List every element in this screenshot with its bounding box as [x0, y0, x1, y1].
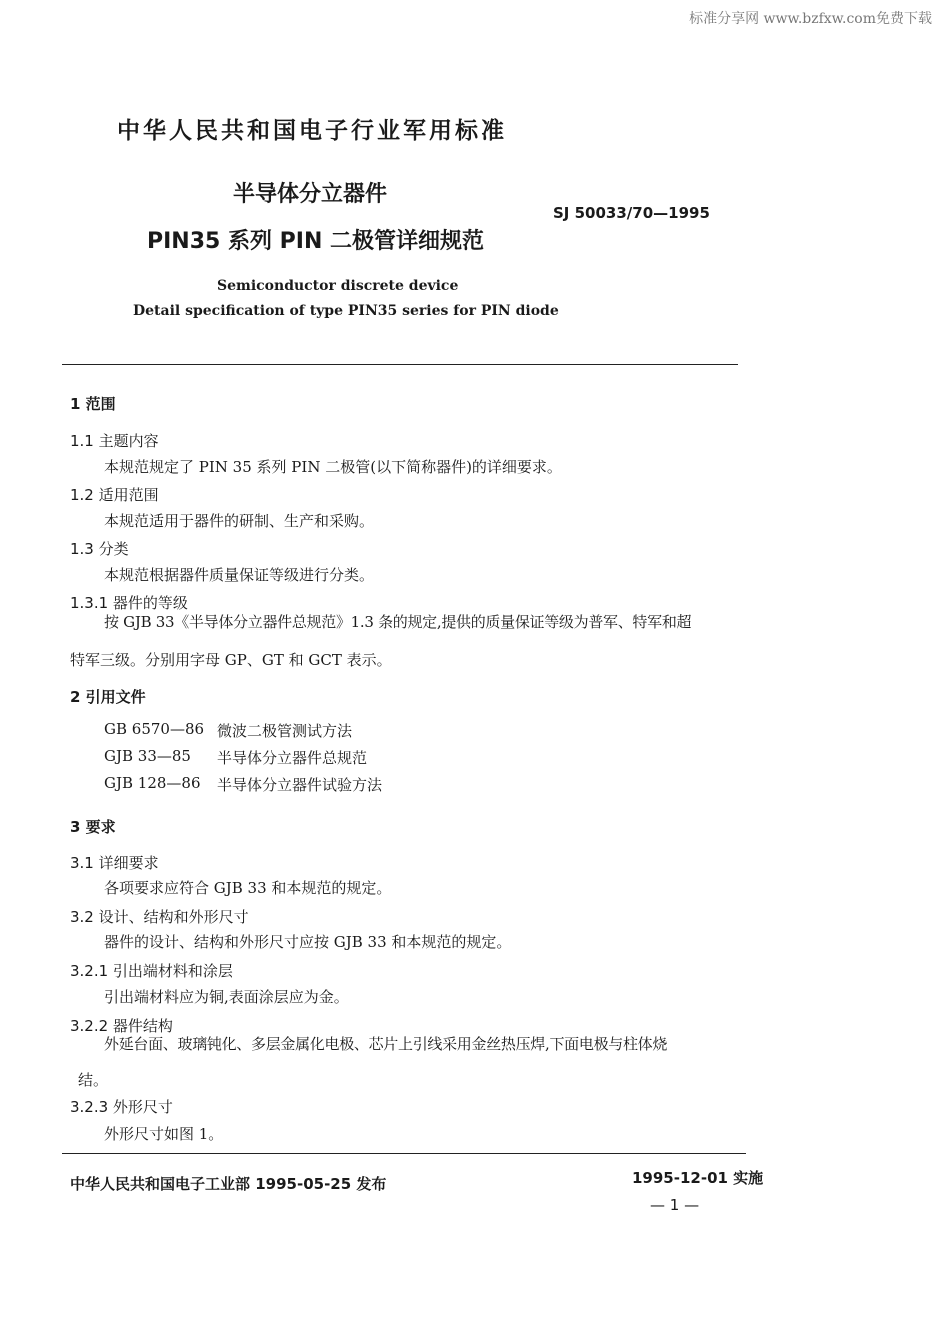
section-1-3-1-text-1: 按 GJB 33《半导体分立器件总规范》1.3 条的规定,提供的质量保证等级为普军、特军和超 [104, 613, 692, 631]
standard-body: 中华人民共和国电子行业军用标准 [117, 118, 507, 144]
divider-top [62, 364, 738, 365]
ref-code: GB 6570—86 [104, 720, 205, 738]
title-en-line1: Semiconductor discrete device [217, 278, 459, 294]
ref-title: 半导体分立器件试验方法 [217, 776, 383, 794]
ref-title: 微波二极管测试方法 [217, 722, 353, 740]
ref-code: GJB 128—86 [104, 774, 201, 792]
page-number: — 1 — [650, 1196, 700, 1214]
standard-code: SJ 50033/70—1995 [553, 204, 710, 222]
title-cn-line1: 半导体分立器件 [233, 182, 388, 207]
section-1-3-1-text-2: 特军三级。分别用字母 GP、GT 和 GCT 表示。 [70, 651, 392, 669]
section-1-2-text: 本规范适用于器件的研制、生产和采购。 [104, 512, 375, 530]
section-3-1-heading: 3.1 详细要求 [70, 854, 159, 872]
section-3-2-text: 器件的设计、结构和外形尺寸应按 GJB 33 和本规范的规定。 [104, 933, 512, 951]
section-1-3-1-heading: 1.3.1 器件的等级 [70, 594, 188, 612]
section-3-2-2-text-1: 外延台面、玻璃钝化、多层金属化电极、芯片上引线采用金丝热压焊,下面电极与柱体烧 [104, 1035, 668, 1053]
section-1-1-heading: 1.1 主题内容 [70, 432, 159, 450]
section-1-3-text: 本规范根据器件质量保证等级进行分类。 [104, 566, 375, 584]
section-3-2-2-heading: 3.2.2 器件结构 [70, 1017, 173, 1035]
title-en-line2: Detail specification of type PIN35 series for PIN diode [133, 303, 559, 319]
watermark: 标准分享网 www.bzfxw.com免费下载 [689, 11, 932, 27]
section-1-heading: 1 范围 [70, 395, 116, 413]
ref-code: GJB 33—85 [104, 747, 191, 765]
issue-date: 中华人民共和国电子工业部 1995-05-25 发布 [70, 1175, 387, 1193]
section-3-1-text: 各项要求应符合 GJB 33 和本规范的规定。 [104, 879, 392, 897]
section-3-heading: 3 要求 [70, 818, 116, 836]
section-3-2-3-heading: 3.2.3 外形尺寸 [70, 1098, 173, 1116]
section-3-2-heading: 3.2 设计、结构和外形尺寸 [70, 908, 249, 926]
divider-footer [62, 1153, 746, 1154]
section-2-heading: 2 引用文件 [70, 688, 146, 706]
section-1-2-heading: 1.2 适用范围 [70, 486, 159, 504]
section-1-1-text: 本规范规定了 PIN 35 系列 PIN 二极管(以下简称器件)的详细要求。 [104, 458, 562, 476]
section-1-3-heading: 1.3 分类 [70, 540, 129, 558]
title-cn-line2: PIN35 系列 PIN 二极管详细规范 [147, 229, 485, 254]
section-3-2-1-text: 引出端材料应为铜,表面涂层应为金。 [104, 988, 349, 1006]
section-3-2-3-text: 外形尺寸如图 1。 [104, 1125, 224, 1143]
ref-title: 半导体分立器件总规范 [217, 749, 368, 767]
section-3-2-1-heading: 3.2.1 引出端材料和涂层 [70, 962, 233, 980]
effective-date: 1995-12-01 实施 [632, 1169, 764, 1187]
section-3-2-2-text-2: 结。 [78, 1071, 109, 1089]
